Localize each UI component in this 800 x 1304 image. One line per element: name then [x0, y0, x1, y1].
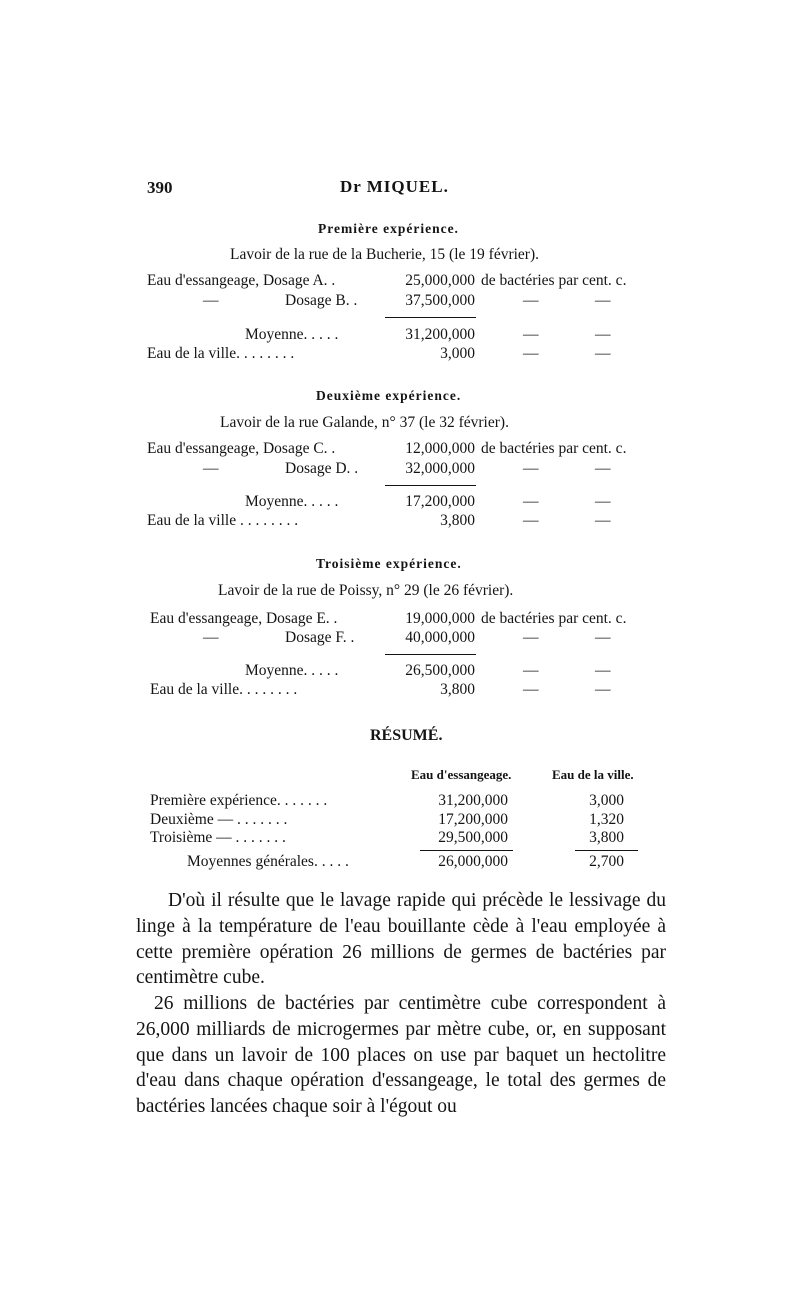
experiment-1-city-water-label: Eau de la ville. . . . . . . . — [147, 345, 295, 362]
experiment-1-row-1-unit: de bactéries par cent. c. — [481, 272, 627, 289]
summary-row-1-label: Première expérience. . . . . . . — [150, 792, 328, 809]
experiment-1-row-2-ditto-1: — — [523, 292, 539, 309]
experiment-3-row-1-unit: de bactéries par cent. c. — [481, 610, 627, 627]
body-paragraph-2: 26 millions de bactéries par centimètre cube correspondent à 26,000 milliards de microgermes par mètre cube, or, en supposant que dans un lavoir de 100 places on use par baquet un hectolitre d'eau dans chaque opération d'essangeage, le total des germes de bactéries lancées chaque soir à l'égout ou — [136, 993, 666, 1118]
experiment-2-average-ditto-1: — — [523, 493, 539, 510]
experiment-3-row-2-value: 40,000,000 — [405, 629, 475, 646]
experiment-2-row-2-ditto: — — [203, 460, 219, 477]
experiment-1-average-ditto-1: — — [523, 326, 539, 343]
experiment-2-location: Lavoir de la rue Galande, n° 37 (le 32 février). — [220, 414, 509, 431]
experiment-3-average-ditto-1: — — [523, 662, 539, 679]
experiment-2-row-1-label: Eau d'essangeage, Dosage C. . — [147, 440, 336, 457]
experiment-1-row-1-label: Eau d'essangeage, Dosage A. . — [147, 272, 336, 289]
experiment-2-average-ditto-2: — — [595, 493, 611, 510]
summary-row-1-city-water: 3,000 — [589, 792, 624, 809]
summary-title: RÉSUMÉ. — [370, 727, 443, 744]
experiment-1-city-water-ditto-1: — — [523, 345, 539, 362]
experiment-2-row-2-ditto-2: — — [595, 460, 611, 477]
experiment-3-title: Troisième expérience. — [316, 556, 462, 571]
summary-row-2-city-water: 1,320 — [589, 811, 624, 828]
experiment-3-city-water-value: 3,800 — [440, 681, 475, 698]
summary-row-3-city-water: 3,800 — [589, 829, 624, 846]
summary-average-label: Moyennes générales. . . . . — [187, 853, 349, 870]
summary-row-3-wash-water: 29,500,000 — [438, 829, 508, 846]
experiment-1-city-water-ditto-2: — — [595, 345, 611, 362]
summary-column-header-city-water: Eau de la ville. — [552, 767, 634, 782]
experiment-2-title: Deuxième expérience. — [316, 388, 462, 403]
summary-row-2-wash-water: 17,200,000 — [438, 811, 508, 828]
experiment-1-average-label: Moyenne. . . . . — [245, 326, 339, 343]
experiment-3-city-water-ditto-2: — — [595, 681, 611, 698]
experiment-2-row-1-value: 12,000,000 — [405, 440, 475, 457]
page-number: 390 — [147, 178, 173, 197]
experiment-2-average-label: Moyenne. . . . . — [245, 493, 339, 510]
experiment-3-sum-rule — [385, 654, 476, 655]
experiment-1-row-1-value: 25,000,000 — [405, 272, 475, 289]
summary-average-wash-water: 26,000,000 — [438, 853, 508, 870]
experiment-3-row-2-ditto-2: — — [595, 629, 611, 646]
experiment-2-city-water-ditto-2: — — [595, 512, 611, 529]
experiment-1-sum-rule — [385, 317, 476, 318]
experiment-3-row-1-value: 19,000,000 — [405, 610, 475, 627]
experiment-2-sum-rule — [385, 485, 476, 486]
experiment-1-row-2-value: 37,500,000 — [405, 292, 475, 309]
experiment-2-row-2-ditto-1: — — [523, 460, 539, 477]
experiment-3-city-water-label: Eau de la ville. . . . . . . . — [150, 681, 298, 698]
experiment-2-row-2-value: 32,000,000 — [405, 460, 475, 477]
experiment-3-row-2-label: Dosage F. . — [285, 629, 355, 646]
experiment-3-row-2-ditto-1: — — [523, 629, 539, 646]
experiment-3-average-value: 26,500,000 — [405, 662, 475, 679]
experiment-3-city-water-ditto-1: — — [523, 681, 539, 698]
experiment-3-row-1-label: Eau d'essangeage, Dosage E. . — [150, 610, 338, 627]
summary-row-3-label: Troisième — . . . . . . . — [150, 829, 286, 846]
experiment-2-row-2-label: Dosage D. . — [285, 460, 359, 477]
experiment-1-average-ditto-2: — — [595, 326, 611, 343]
experiment-1-row-2-label: Dosage B. . — [285, 292, 358, 309]
experiment-3-location: Lavoir de la rue de Poissy, n° 29 (le 26 février). — [218, 582, 514, 599]
experiment-2-city-water-label: Eau de la ville . . . . . . . . — [147, 512, 299, 529]
summary-row-1-wash-water: 31,200,000 — [438, 792, 508, 809]
experiment-1-average-value: 31,200,000 — [405, 326, 475, 343]
experiment-1-row-2-ditto-2: — — [595, 292, 611, 309]
running-title: Dr MIQUEL. — [340, 177, 449, 196]
experiment-1-row-2-ditto: — — [203, 292, 219, 309]
summary-row-2-label: Deuxième — . . . . . . . — [150, 811, 288, 828]
experiment-2-city-water-ditto-1: — — [523, 512, 539, 529]
experiment-2-row-1-unit: de bactéries par cent. c. — [481, 440, 627, 457]
experiment-2-average-value: 17,200,000 — [405, 493, 475, 510]
experiment-3-average-label: Moyenne. . . . . — [245, 662, 339, 679]
experiment-1-title: Première expérience. — [318, 221, 459, 236]
body-paragraph-1: D'où il résulte que le lavage rapide qui précède le lessivage du linge à la température de l'eau bouillante cède à l'eau employée à cette première opération 26 millions de germes de bactéries par centimètre cube. — [136, 890, 666, 989]
experiment-1-city-water-value: 3,000 — [440, 345, 475, 362]
summary-column-header-wash-water: Eau d'essangeage. — [411, 767, 512, 782]
summary-wash-water-rule — [420, 850, 513, 851]
summary-city-water-rule — [575, 850, 638, 851]
experiment-3-average-ditto-2: — — [595, 662, 611, 679]
summary-average-city-water: 2,700 — [589, 853, 624, 870]
experiment-3-row-2-ditto: — — [203, 629, 219, 646]
experiment-1-location: Lavoir de la rue de la Bucherie, 15 (le 19 février). — [230, 246, 539, 263]
experiment-2-city-water-value: 3,800 — [440, 512, 475, 529]
